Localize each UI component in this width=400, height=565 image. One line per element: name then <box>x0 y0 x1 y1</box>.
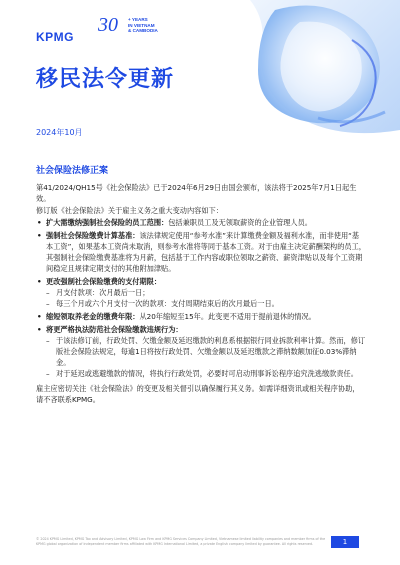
list-item-text: 从20年缩短至15年。此变更不适用于提前退休的情况。 <box>139 312 316 321</box>
anniversary-caption: + YEARS IN VIETNAM & CAMBODIA <box>128 17 158 34</box>
list-item-text: 该法律规定使用“参考水准”来计算缴费金额及福利水准，而非使用“基本工资”，如果基本工资尚未取消，则参考水准将等同于基本工资。对于由雇主决定薪酬架构的员工，其强制社会保险缴费基准将为月薪，包括基于工作内容或职位领取之薪资、薪资津贴以及每个工资期间稳定且规律定期支付的其他附加津贴。 <box>46 231 366 273</box>
publication-date: 2024年10月 <box>36 128 83 137</box>
list-item <box>36 324 366 379</box>
list-item <box>36 230 366 274</box>
sub-list <box>46 287 366 309</box>
list-item <box>36 311 366 322</box>
list-item-text: 包括兼职员工及无领取薪资的企业管理人员。 <box>168 218 312 227</box>
copyright-notice: © 2024 KPMG Limited, KPMG Tax and Advisory Limited, KPMG Law Firm and KPMG Services Company Limited, Vietnamese limited liability companies and member firms of the KPMG global organization of independent member firms affiliated with KPMG International Limited, a private English company limited by guarantee. All rights reserved. <box>36 537 326 546</box>
intro-paragraph: 修订版《社会保险法》关于雇主义务之重大变动内容如下： <box>36 206 223 215</box>
intro-paragraph: 第41/2024/QH15号《社会保险法》已于2024年6月29日由国会颁布，该法将于2025年7月1日起生效。 <box>36 183 357 203</box>
list-item <box>36 276 366 309</box>
list-item-heading: 更改强制社会保险缴费的支付期限： <box>46 277 162 286</box>
main-content <box>36 166 366 405</box>
list-item <box>36 217 366 228</box>
list-item-heading: 缩短领取养老金的缴费年限： <box>46 312 140 321</box>
closing-paragraph: 雇主应密切关注《社会保险法》的变更及相关督引以确保履行其义务。如需详细资讯或相关程序协助，请不吝联系KPMG。 <box>36 384 360 404</box>
sub-list <box>46 335 366 379</box>
changes-list <box>36 217 366 379</box>
sub-list-item: – 于该法修订前，行政处罚、欠缴金额及延迟缴款的利息系根据银行同业拆款利率计算。然而，修订版社会保险法规定，每逾1日将按行政处罚、欠缴金额以及延迟缴款之滞纳数额加征0.03%滞纳金。 <box>46 335 366 368</box>
sub-list-item: – 月支付款项：次月最后一日； <box>46 287 366 298</box>
anniversary-number: 30 <box>98 14 118 36</box>
list-item-heading: 扩大需缴纳强制社会保险的员工范围： <box>46 218 169 227</box>
list-item-heading: 将更严格执法防范社会保险缴款违规行为： <box>46 325 183 334</box>
list-item-heading: 强制社会保险缴费计算基准： <box>46 231 140 240</box>
sub-list-item: – 对于延迟或逃避缴款的情况，将执行行政处罚，必要时可启动刑事诉讼程序追究洗逃缴款责任。 <box>46 368 366 379</box>
section-title: 社会保险法修正案 <box>36 166 109 176</box>
anniversary-logo <box>98 14 188 44</box>
page-title: 移民法令更新 <box>36 67 175 92</box>
sub-list-item: – 每三个月或六个月支付一次的款项：支付周期结束后的次月最后一日。 <box>46 298 366 309</box>
page-number: 1 <box>331 536 359 548</box>
kpmg-logo: KPMG <box>36 30 74 44</box>
header-banner <box>0 0 400 140</box>
